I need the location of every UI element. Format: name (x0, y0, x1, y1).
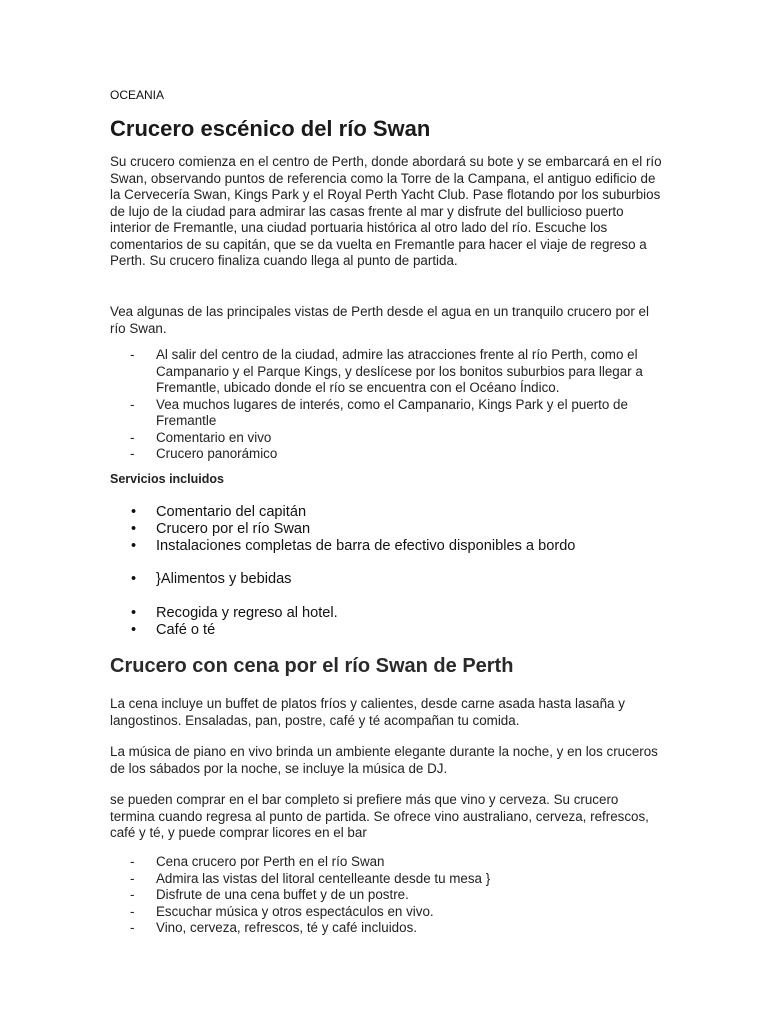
services-list-2 (110, 571, 662, 588)
highlight-item (110, 446, 662, 463)
service-item (110, 538, 662, 555)
dinner-item (110, 871, 662, 888)
dinner-paragraph-3: se pueden comprar en el bar completo si prefiere más que vino y cerveza. Su crucero termina cuando regresa al punto de partida. Se ofrece vino australiano, cerveza, refrescos, café y té, y puede comprar licores en el bar (110, 792, 649, 840)
services-heading: Servicios incluidos (110, 472, 224, 486)
list-item-text: }Alimentos y bebidas (156, 571, 292, 587)
service-item (110, 504, 662, 521)
list-marker: - (130, 854, 135, 869)
dinner-paragraph-1: La cena incluye un buffet de platos fríos y calientes, desde carne asada hasta lasaña y langostinos. Ensaladas, pan, postre, café y té acompañan tu comida. (110, 696, 625, 728)
list-item-text: Escuchar música y otros espectáculos en vivo. (156, 903, 434, 919)
list-marker: - (130, 446, 135, 461)
list-marker: - (130, 429, 135, 445)
service-item (110, 605, 662, 622)
list-marker: - (130, 903, 135, 919)
list-item-text: Vea muchos lugares de interés, como el Campanario, Kings Park y el puerto de Fremantle (156, 396, 628, 428)
list-marker: • (131, 537, 137, 554)
list-item-text: Admira las vistas del litoral centelleante desde tu mesa } (156, 870, 491, 886)
dinner-item (110, 887, 662, 904)
list-item-text: Recogida y regreso al hotel. (156, 605, 338, 621)
list-marker: • (131, 621, 137, 638)
dinner-cruise-title: Crucero con cena por el río Swan de Perth (110, 655, 514, 677)
list-marker: • (131, 504, 137, 520)
list-marker: - (130, 887, 135, 902)
views-paragraph: Vea algunas de las principales vistas de Perth desde el agua en un tranquilo crucero por el río Swan. (110, 304, 649, 336)
intro-paragraph: Su crucero comienza en el centro de Perth, donde abordará su bote y se embarcará en el río Swan, observando puntos de referencia como la Torre de la Campana, el antiguo edificio de la Cervecería Swan, Kings Park y el Royal Perth Yacht Club. Pase flotando por los suburbios de lujo de la ciudad para admirar las casas frente al mar y disfrute del bullicioso puerto interior de Fremantle, una ciudad portuaria histórica al otro lado del río. Escuche los comentarios de su capitán, que se da vuelta en Fremantle para hacer el viaje de regreso a Perth. Su crucero finaliza cuando llega al punto de partida. (110, 154, 662, 268)
list-item-text: Al salir del centro de la ciudad, admire las atracciones frente al río Perth, como el Campanario y el Parque Kings, y deslícese por los bonitos suburbios para llegar a Fremantle, ubicado donde el río se encuentra con el Océano Índico. (156, 347, 643, 395)
list-item-text: Comentario en vivo (156, 429, 272, 445)
dinner-item (110, 904, 662, 921)
list-item-text: Vino, cerveza, refrescos, té y café incluidos. (156, 920, 417, 935)
service-item (110, 521, 662, 538)
region-label: OCEANIA (110, 88, 165, 102)
highlight-item (110, 347, 662, 397)
dinner-item (110, 854, 662, 871)
list-item-text: Café o té (156, 621, 216, 638)
dinner-item (110, 920, 662, 937)
service-item (110, 622, 662, 639)
list-marker: - (130, 396, 135, 412)
list-marker: - (130, 870, 135, 886)
list-marker: • (131, 571, 137, 587)
list-item-text: Disfrute de una cena buffet y de un postre. (156, 887, 409, 902)
dinner-paragraph-2: La música de piano en vivo brinda un ambiente elegante durante la noche, y en los cruceros de los sábados por la noche, se incluye la música de DJ. (110, 744, 658, 776)
highlight-item (110, 397, 662, 430)
list-marker: - (130, 347, 135, 362)
highlight-item (110, 430, 662, 447)
highlights-list (110, 347, 662, 463)
services-list-1 (110, 504, 662, 554)
list-item-text: Comentario del capitán (156, 504, 307, 520)
list-item-text: Crucero por el río Swan (156, 520, 311, 537)
list-item-text: Crucero panorámico (156, 446, 278, 461)
list-marker: - (130, 920, 135, 935)
page-title: Crucero escénico del río Swan (110, 116, 431, 141)
dinner-list (110, 854, 662, 937)
list-marker: • (131, 520, 137, 537)
list-marker: • (131, 605, 137, 621)
list-item-text: Cena crucero por Perth en el río Swan (156, 854, 385, 869)
service-item (110, 571, 662, 588)
list-item-text: Instalaciones completas de barra de efectivo disponibles a bordo (156, 537, 576, 554)
services-list-3 (110, 605, 662, 639)
